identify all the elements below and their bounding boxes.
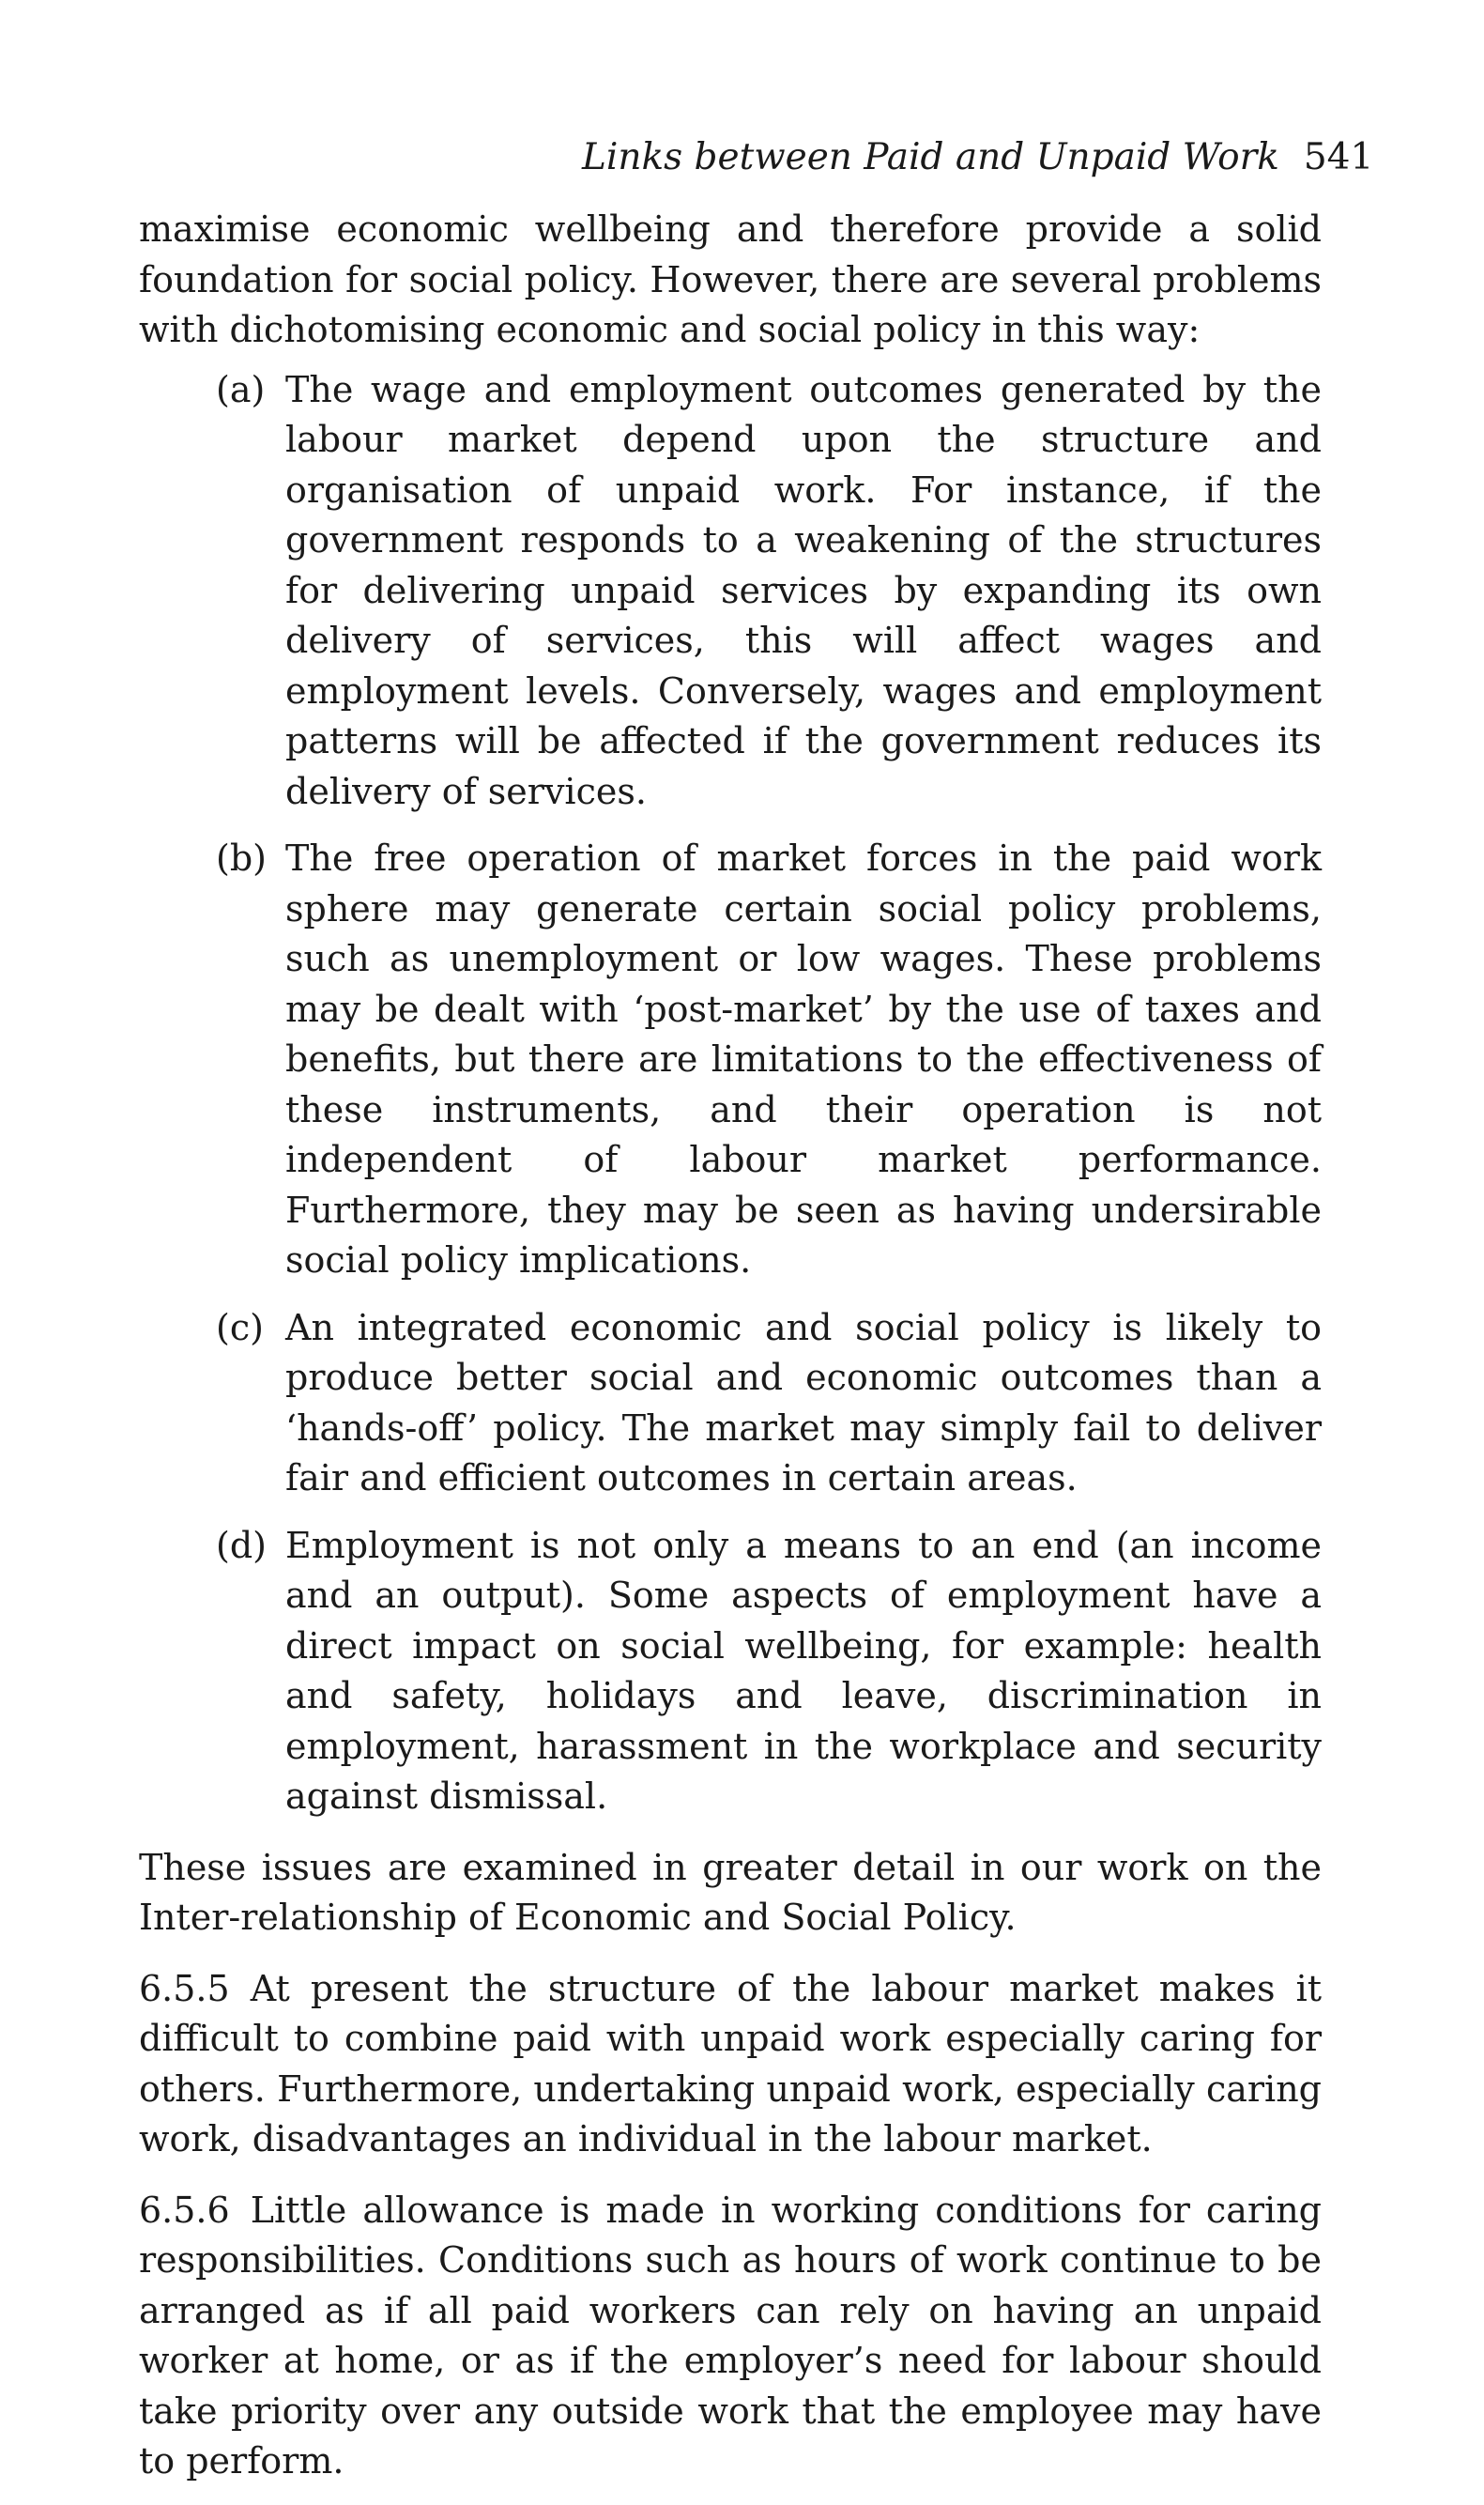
section-paragraph xyxy=(139,1964,1322,2165)
section-number: 6.5.5 xyxy=(139,1967,230,2009)
intro-paragraph: maximise economic wellbeing and therefore provide a solid foundation for social policy. However, there are several problems with dichotomising economic and social policy in this way: xyxy=(139,208,1322,350)
list-item xyxy=(139,1521,1322,1822)
list-item-text: Employment is not only a means to an end (an income and an output). Some aspects of employment have a direct impact on social wellbeing, for example: health and safety, holidays and leave, discrimination in employment, harassment in the workplace and security against dismissal. xyxy=(285,1524,1322,1817)
section-paragraph xyxy=(139,2186,1322,2487)
page-body xyxy=(139,205,1322,2487)
list-item-text: An integrated economic and social policy is likely to produce better social and economic outcomes than a ‘hands-off’ policy. The market may simply fail to deliver fair and efficient outcomes in certain areas. xyxy=(285,1306,1322,1498)
running-title: Links between Paid and Unpaid Work xyxy=(582,136,1279,178)
list-item xyxy=(139,1303,1322,1504)
list-marker: (a) xyxy=(216,368,266,410)
list-item-text: The wage and employment outcomes generated by the labour market depend upon the structure and organisation of unpaid work. For instance, if the government responds to a weakening of the structures for delivering unpaid services by expanding its own delivery of services, this will affect wages and employment levels. Conversely, wages and employment patterns will be affected if the government reduces its delivery of services. xyxy=(285,368,1322,812)
list-item xyxy=(139,834,1322,1286)
running-header xyxy=(582,130,1374,186)
list-item-text: The free operation of market forces in the paid work sphere may generate certain social policy problems, such as unemployment or low wages. These problems may be dealt with ‘post-market’ by the use of taxes and benefits, but there are limitations to the effectiveness of these instruments, and their operation is not independent of labour market performance. Furthermore, they may be seen as having undersirable social policy implications. xyxy=(285,838,1322,1281)
section-number: 6.5.6 xyxy=(139,2189,230,2231)
problem-list xyxy=(139,365,1322,1822)
section-text: At present the structure of the labour market makes it difficult to combine paid with unpaid work especially caring for others. Furthermore, undertaking unpaid work, especially caring work, disadvantages an individual in the labour market. xyxy=(139,1967,1322,2159)
section-text: Little allowance is made in working conditions for caring responsibilities. Conditions such as hours of work continue to be arranged as if all paid workers can rely on having an unpaid worker at home, or as if the employer’s need for labour should take priority over any outside work that the employee may have to perform. xyxy=(139,2189,1322,2482)
list-item xyxy=(139,365,1322,818)
list-marker: (d) xyxy=(216,1524,267,1566)
closing-paragraph: These issues are examined in greater detail in our work on the Inter-relationship of Economic and Social Policy. xyxy=(139,1846,1322,1938)
page-number: 541 xyxy=(1303,136,1374,178)
list-marker: (c) xyxy=(216,1306,264,1348)
list-marker: (b) xyxy=(216,838,267,879)
